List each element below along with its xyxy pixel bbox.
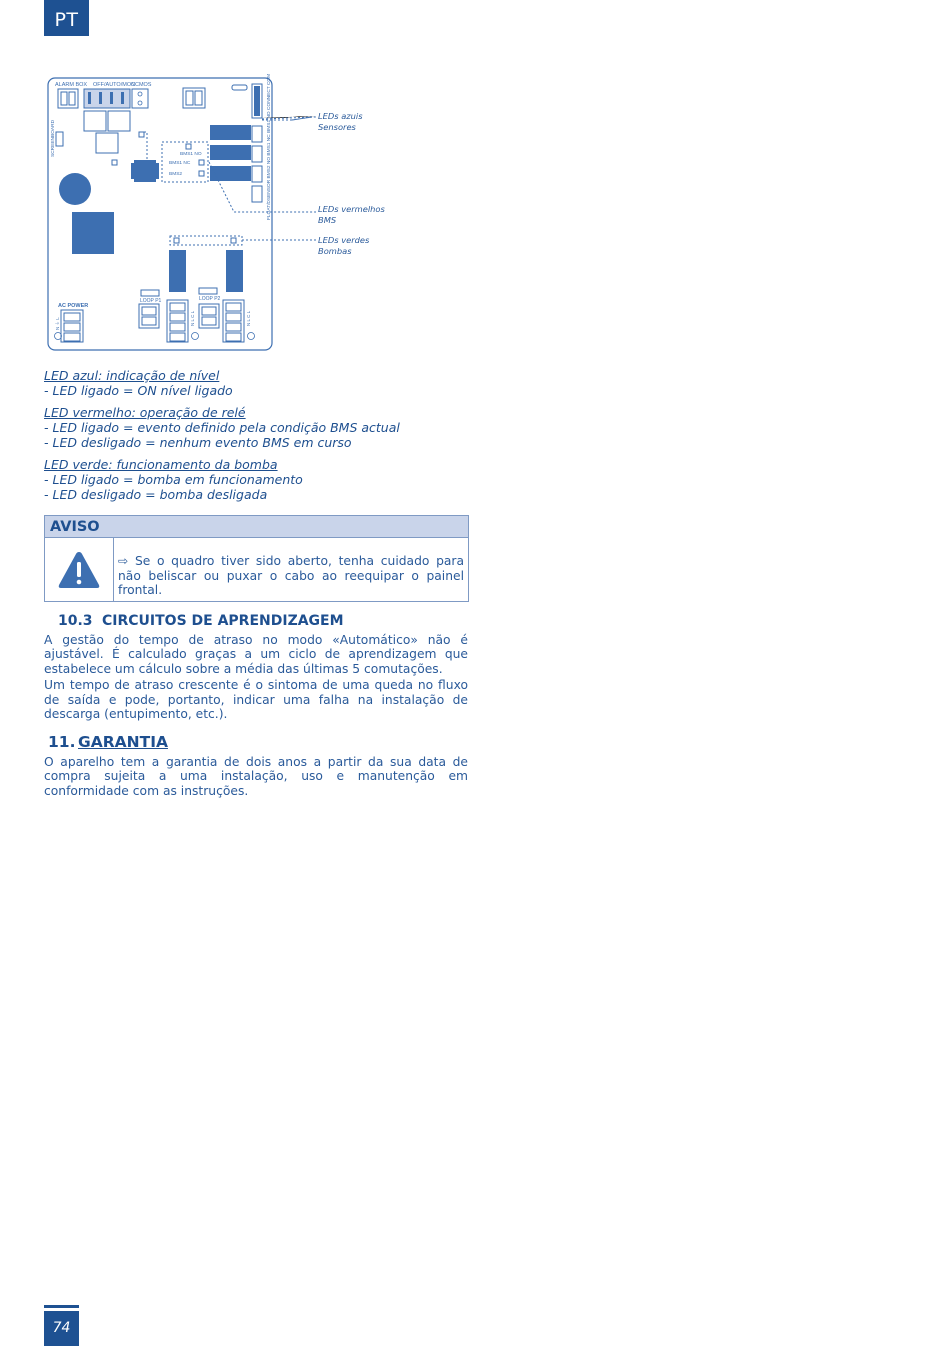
warning-text: ⇨ Se o quadro tiver sido aberto, tenha cuidado para não beliscar ou puxar o cabo ao reequipar o painel frontal. (118, 554, 464, 597)
legend-red-title: LED vermelho: operação de relé (44, 405, 246, 420)
paragraph: Um tempo de atraso crescente é o sintoma de uma queda no fluxo de saída e pode, portanto, indicar uma falha na instalação de descarga (entupimento, etc.). (44, 678, 468, 722)
section-number: 11. (48, 733, 76, 751)
label-bms1-no: BMS1 NO (180, 152, 202, 157)
section-title: GARANTIA (78, 733, 168, 751)
legend-green-line-off: - LED desligado = bomba desligada (44, 487, 268, 502)
section-title: CIRCUITOS DE APRENDIZAGEM (102, 613, 344, 629)
legend-red-line-on: - LED ligado = evento definido pela condição BMS actual (44, 420, 400, 435)
section-number: 10.3 (58, 613, 93, 629)
section-warranty (44, 733, 468, 798)
label-bms2: BMS2 (169, 172, 183, 177)
page-number-rule (44, 1305, 79, 1308)
label-off-auto: OFF/AUTO/MON (93, 82, 136, 88)
label-pump1-terminals: N L C L (190, 310, 195, 326)
legend-blue-line: - LED ligado = ON nível ligado (44, 383, 233, 398)
callout-red-line2: BMS (318, 215, 337, 225)
callout-blue-line1: LEDs azuis (318, 111, 363, 121)
label-ccmos: CCMOS (131, 82, 152, 88)
legend-red (44, 405, 484, 450)
callout-red-line1: LEDs vermelhos (318, 204, 385, 214)
warning-box (44, 515, 469, 602)
legend-green (44, 457, 484, 502)
label-side: SCREENBOARD (51, 119, 56, 157)
legend-blue-title: LED azul: indicação de nível (44, 368, 220, 383)
control-board-diagram (44, 72, 424, 362)
legend-red-line-off: - LED desligado = nenhum evento BMS em curso (44, 435, 352, 450)
paragraph: A gestão do tempo de atraso no modo «Automático» não é ajustável. É calculado graças a um ciclo de aprendizagem que estabelece um cálculo sobre a média das últimas 5 comutações. (44, 633, 468, 676)
label-loop-p1: LOOP P1 (140, 298, 162, 304)
paragraph: O aparelho tem a garantia de dois anos a partir da sua data de compra sujeita a uma instalação, uso e manutenção em conformidade com as instruções. (44, 755, 468, 798)
warning-triangle-icon (45, 538, 114, 601)
callout-green-line1: LEDs verdes (318, 235, 370, 245)
callout-green-line2: Bombas (318, 246, 352, 256)
led-legend (44, 368, 484, 509)
legend-green-title: LED verde: funcionamento da bomba (44, 457, 278, 472)
language-tab: PT (44, 0, 89, 36)
section-10-3-heading (44, 613, 468, 629)
callout-blue-line2: Sensores (318, 122, 356, 132)
label-alarm-box: ALARM BOX (55, 82, 88, 88)
warning-title: AVISO (45, 516, 468, 538)
page-number: 74 (44, 1311, 79, 1346)
section-learning-circuits (44, 613, 468, 721)
label-loop-p2: LOOP P2 (199, 296, 221, 302)
legend-green-line-on: - LED ligado = bomba em funcionamento (44, 472, 303, 487)
label-bms1-nc: BMS1 NC (169, 161, 191, 166)
label-pump2-terminals: N L C L (246, 310, 251, 326)
label-ac-terminals: N ⏚ L (55, 317, 60, 330)
legend-blue (44, 368, 484, 398)
label-ac-power: AC POWER (58, 303, 89, 309)
label-right-strip: FLOAT/DSENSOR BMS2 NO BMS1 NC BMS1 NO CONNECT COM (267, 73, 272, 220)
section-11-heading (44, 733, 468, 751)
